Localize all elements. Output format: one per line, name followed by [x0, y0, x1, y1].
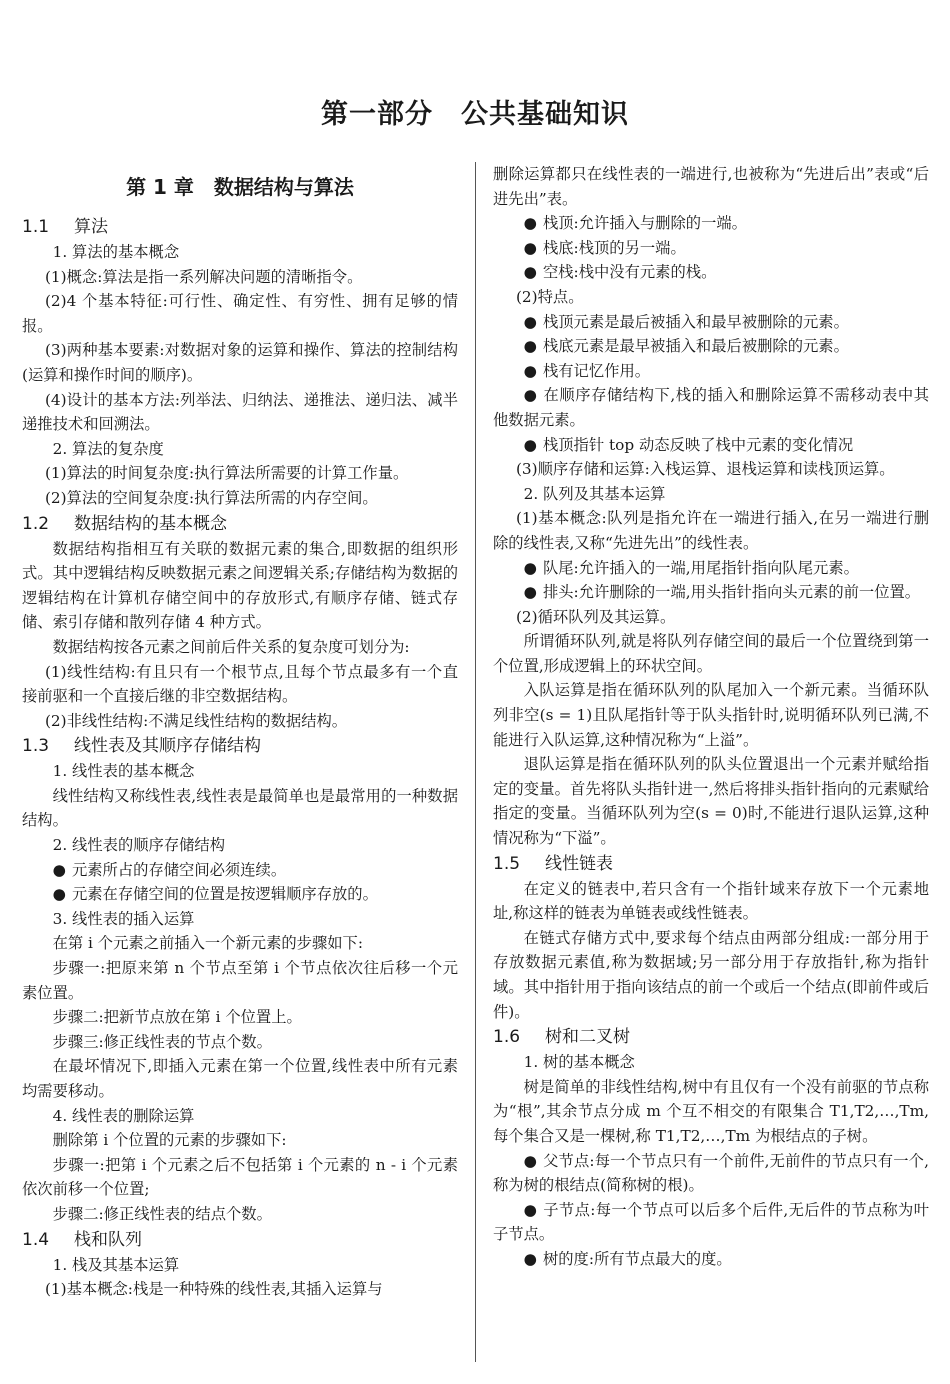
paragraph: (2)4 个基本特征:可行性、确定性、有穷性、拥有足够的情报。 — [22, 292, 458, 335]
paragraph: (4)设计的基本方法:列举法、归纳法、递推法、递归法、减半递推技术和回溯法。 — [22, 390, 458, 434]
bullet-dot-icon: ● — [523, 263, 537, 282]
paragraph: 删除第 i 个位置的元素的步骤如下: — [52, 1131, 287, 1150]
bullet-item — [22, 858, 458, 883]
section-title: 线性链表 — [545, 853, 613, 874]
bullet-item — [493, 359, 929, 384]
paragraph: 数据结构指相互有关联的数据元素的集合,即数据的组织形式。其中逻辑结构反映数据元素之间逻辑关系;存储结构为数据的逻辑结构在计算机存储空间中的存放形式,有顺序存储、链式存储、索引存储和散列存储 4 种方式。 — [22, 539, 458, 632]
paragraph: 所谓循环队列,就是将队列存储空间的最后一个位置绕到第一个位置,形成逻辑上的环状空间。 — [493, 632, 929, 675]
paragraph: 在定义的链表中,若只含有一个指针域来存放下一个元素地址,称这样的链表为单链表或线性链表。 — [493, 879, 929, 923]
bullet-text: 栈顶元素是最后被插入和最早被删除的元素。 — [542, 312, 849, 331]
bullet-dot-icon: ● — [523, 386, 538, 405]
bullet-text: 子节点:每一个节点可以后多个后件,无后件的节点称为叶子节点。 — [493, 1200, 929, 1244]
paragraph: 线性结构又称线性表,线性表是最简单也是最常用的一种数据结构。 — [22, 786, 458, 830]
bullet-dot-icon: ● — [52, 885, 66, 904]
bullet-item — [493, 1149, 929, 1198]
paragraph: 在最坏情况下,即插入元素在第一个位置,线性表中所有元素均需要移动。 — [22, 1057, 458, 1100]
bullet-text: 元素在存储空间的位置是按逻辑顺序存放的。 — [71, 885, 378, 904]
paragraph: 2. 算法的复杂度 — [52, 439, 164, 458]
chapter-title: 第 1 章 数据结构与算法 — [126, 175, 354, 199]
paragraph: (1)基本概念:栈是一种特殊的线性表,其插入运算与 — [44, 1280, 383, 1299]
right-flow — [493, 162, 929, 1272]
paragraph: 2. 线性表的顺序存储结构 — [52, 836, 226, 855]
section-number: 1.3 — [22, 736, 50, 757]
paragraph: 步骤三:修正线性表的节点个数。 — [52, 1032, 272, 1051]
section-number: 1.5 — [493, 853, 521, 874]
bullet-dot-icon: ● — [523, 583, 537, 602]
paragraph: 步骤一:把第 i 个元素之后不包括第 i 个元素的 n - i 个元素依次前移一个位置; — [22, 1155, 458, 1199]
left-column — [22, 162, 458, 1302]
bullet-text: 树的度:所有节点最大的度。 — [542, 1249, 732, 1268]
paragraph: (3)顺序存储和运算:入栈运算、退栈运算和读栈顶运算。 — [515, 460, 895, 479]
bullet-text: 栈顶:允许插入与删除的一端。 — [542, 214, 747, 233]
bullet-item — [493, 334, 929, 359]
paragraph: 在链式存储方式中,要求每个结点由两部分组成:一部分用于存放数据元素值,称为数据域;另一部分用于存放指针,称为指针域。其中指针用于指向该结点的前一个或后一个结点(即前件或后件)。 — [493, 928, 929, 1021]
bullet-item — [493, 211, 929, 236]
bullet-text: 元素所占的存储空间必须连续。 — [71, 860, 287, 879]
bullet-item — [493, 1198, 929, 1247]
paragraph: 步骤一:把原来第 n 个节点至第 i 个节点依次往后移一个元素位置。 — [22, 959, 458, 1002]
section-title: 树和二叉树 — [545, 1027, 630, 1048]
bullet-dot-icon: ● — [523, 312, 537, 331]
paragraph: (2)特点。 — [515, 287, 584, 306]
paragraph: 树是简单的非线性结构,树中有且仅有一个没有前驱的节点称为“根”,其余节点分成 m 个互不相交的有限集合 T1,T2,…,Tm,每个集合又是一棵树,称 T1,T2,…,Tm 为根结点的子树。 — [493, 1077, 929, 1145]
bullet-item — [493, 310, 929, 335]
paragraph: 1. 线性表的基本概念 — [52, 762, 195, 781]
bullet-dot-icon: ● — [523, 337, 537, 356]
bullet-item — [493, 433, 929, 458]
paragraph: 退队运算是指在循环队列的队头位置退出一个元素并赋给指定的变量。首先将队头指针进一,然后将排头指针指向的元素赋给指定的变量。当循环队列为空(s = 0)时,不能进行退队运算,这种情况称为“下溢”。 — [493, 755, 929, 848]
bullet-text: 栈底:栈顶的另一端。 — [542, 238, 686, 257]
column-divider — [475, 162, 476, 1362]
section-number: 1.1 — [22, 217, 50, 237]
section-title: 线性表及其顺序存储结构 — [74, 736, 261, 757]
paragraph: 3. 线性表的插入运算 — [52, 909, 195, 928]
bullet-text: 栈底元素是最早被插入和最后被删除的元素。 — [542, 337, 849, 356]
paragraph: (3)两种基本要素:对数据对象的运算和操作、算法的控制结构(运算和操作时间的顺序)。 — [22, 341, 458, 384]
paragraph: 1. 栈及其基本运算 — [52, 1255, 180, 1274]
bullet-text: 排头:允许删除的一端,用头指针指向头元素的前一位置。 — [542, 583, 921, 602]
bullet-text: 空栈:栈中没有元素的栈。 — [542, 263, 717, 282]
section-heading — [493, 851, 929, 877]
paragraph: 步骤二:把新节点放在第 i 个位置上。 — [52, 1008, 302, 1027]
bullet-item — [493, 260, 929, 285]
section-heading — [22, 1227, 458, 1253]
bullet-item — [493, 1247, 929, 1272]
section-number: 1.4 — [22, 1229, 50, 1250]
paragraph: 4. 线性表的删除运算 — [52, 1106, 195, 1125]
section-number: 1.2 — [22, 513, 50, 534]
bullet-dot-icon: ● — [523, 238, 537, 257]
section-number: 1.6 — [493, 1027, 521, 1048]
left-flow — [22, 214, 458, 1302]
bullet-dot-icon: ● — [52, 860, 66, 879]
paragraph: (2)算法的空间复杂度:执行算法所需的内存空间。 — [44, 488, 378, 507]
section-heading — [22, 733, 458, 759]
part-title: 第一部分 公共基础知识 — [321, 99, 629, 130]
paragraph: 1. 算法的基本概念 — [52, 243, 180, 261]
bullet-item — [493, 556, 929, 581]
paragraph: 删除运算都只在线性表的一端进行,也被称为“先进后出”表或“后进先出”表。 — [493, 165, 929, 208]
paragraph: (2)循环队列及其运算。 — [515, 607, 676, 626]
bullet-item — [493, 383, 929, 432]
bullet-item — [493, 580, 929, 605]
bullet-item — [493, 236, 929, 261]
paragraph: (1)线性结构:有且只有一个根节点,且每个节点最多有一个直接前驱和一个直接后继的非空数据结构。 — [22, 662, 458, 706]
bullet-dot-icon: ● — [523, 1249, 537, 1268]
bullet-dot-icon: ● — [523, 558, 537, 577]
bullet-text: 队尾:允许插入的一端,用尾指针指向队尾元素。 — [542, 558, 859, 577]
paragraph: 步骤二:修正线性表的结点个数。 — [52, 1204, 272, 1223]
paragraph: 1. 树的基本概念 — [523, 1053, 635, 1072]
paragraph: 入队运算是指在循环队列的队尾加入一个新元素。当循环队列非空(s = 1)且队尾指针等于队头指针时,说明循环队列已满,不能进行入队运算,这种情况称为“上溢”。 — [493, 681, 929, 749]
section-title: 算法 — [74, 217, 108, 237]
bullet-item — [22, 882, 458, 907]
paragraph: 数据结构按各元素之间前后件关系的复杂度可划分为: — [52, 637, 410, 656]
bullet-dot-icon: ● — [523, 361, 537, 380]
bullet-text: 栈顶指针 top 动态反映了栈中元素的变化情况 — [542, 435, 854, 454]
section-heading — [22, 214, 458, 240]
paragraph: 2. 队列及其基本运算 — [523, 484, 666, 503]
paragraph: (2)非线性结构:不满足线性结构的数据结构。 — [44, 711, 348, 730]
bullet-text: 父节点:每一个节点只有一个前件,无前件的节点只有一个,称为树的根结点(简称树的根)。 — [493, 1151, 929, 1195]
paragraph: (1)概念:算法是指一系列解决问题的清晰指令。 — [44, 267, 363, 286]
bullet-dot-icon: ● — [523, 435, 537, 454]
section-title: 数据结构的基本概念 — [74, 513, 227, 534]
bullet-text: 栈有记忆作用。 — [542, 361, 651, 380]
section-heading — [22, 511, 458, 537]
section-title: 栈和队列 — [74, 1229, 142, 1250]
paragraph: (1)基本概念:队列是指允许在一端进行插入,在另一端进行删除的线性表,又称“先进先出”的线性表。 — [493, 509, 929, 552]
paragraph: (1)算法的时间复杂度:执行算法所需要的计算工作量。 — [44, 464, 409, 483]
bullet-dot-icon: ● — [523, 214, 537, 233]
bullet-dot-icon: ● — [523, 1151, 538, 1170]
paragraph: 在第 i 个元素之前插入一个新元素的步骤如下: — [52, 934, 364, 953]
section-heading — [493, 1024, 929, 1050]
right-column — [493, 162, 929, 1272]
bullet-dot-icon: ● — [523, 1200, 538, 1219]
bullet-text: 在顺序存储结构下,栈的插入和删除运算不需移动表中其他数据元素。 — [493, 386, 929, 429]
